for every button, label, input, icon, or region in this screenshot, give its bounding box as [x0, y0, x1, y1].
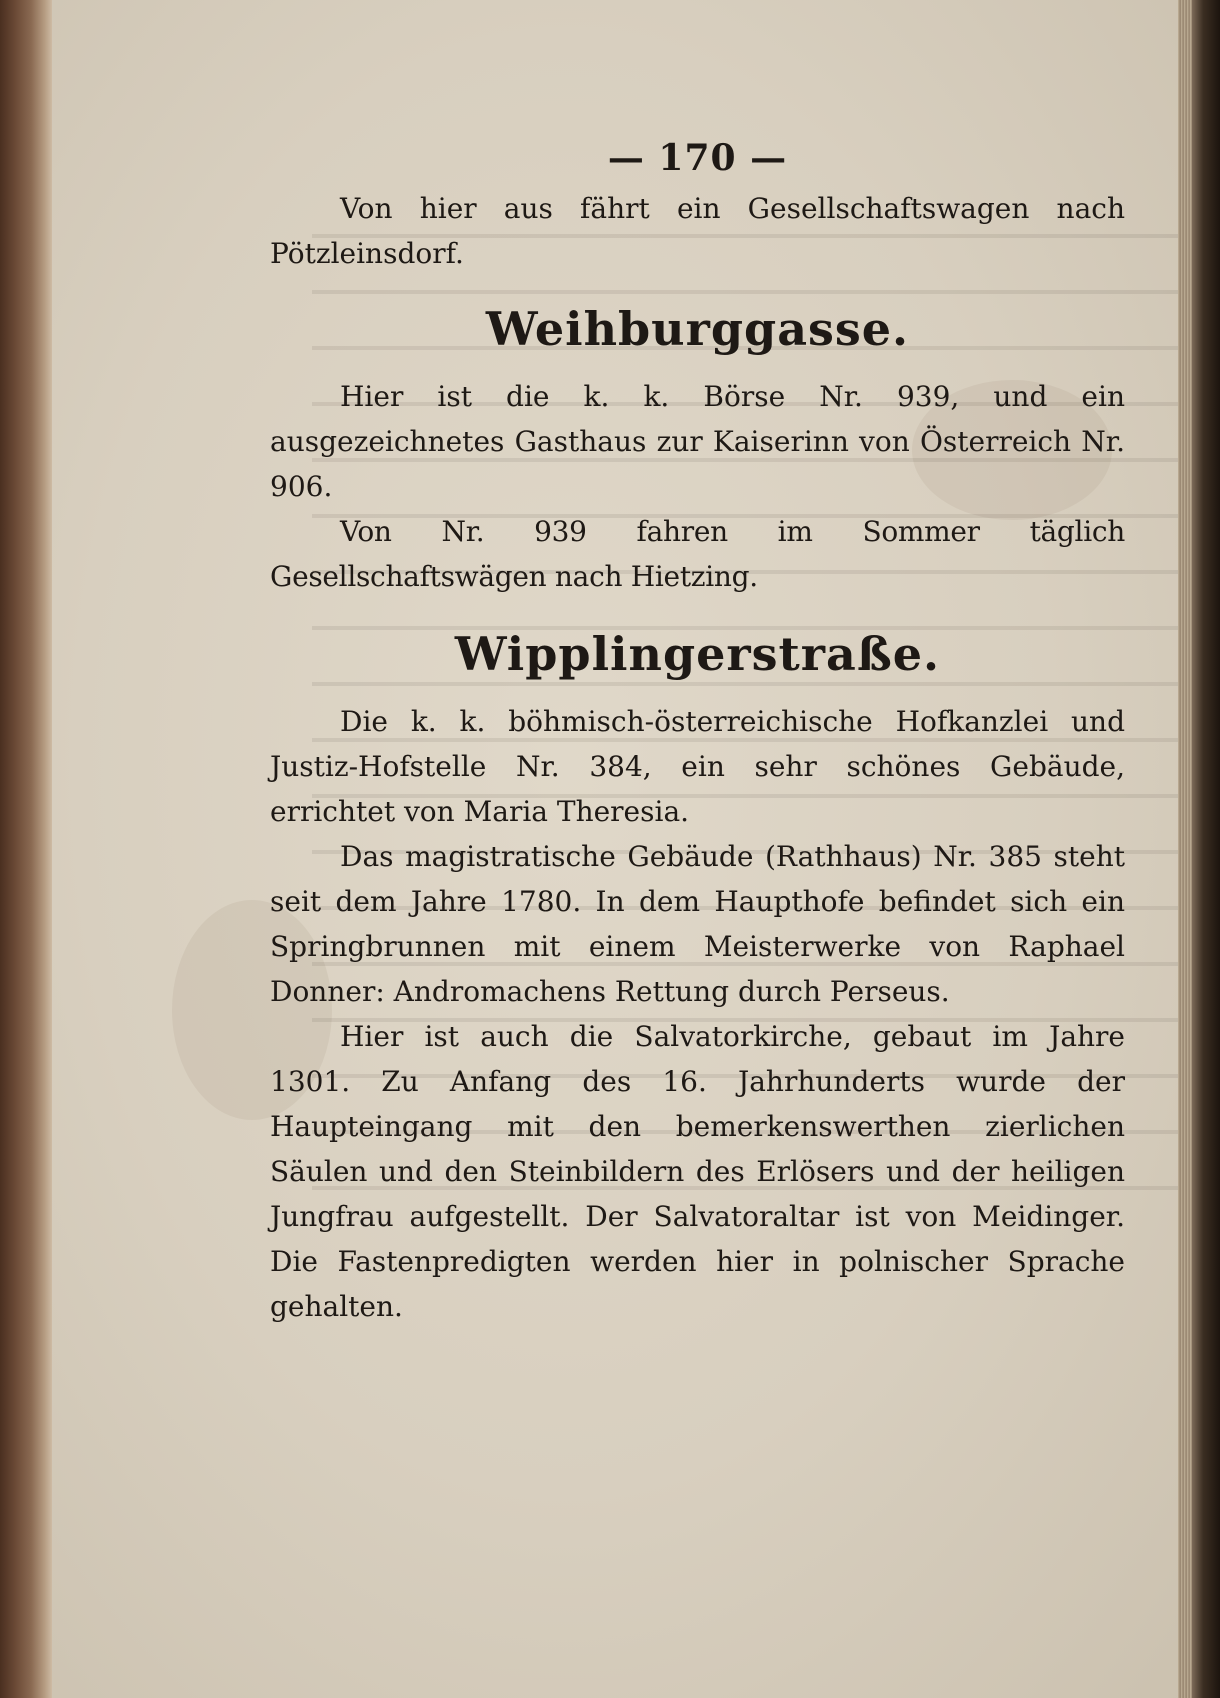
page-number: — 170 —	[607, 137, 788, 179]
book-gutter	[0, 0, 52, 1698]
heading-wipplingerstrasse: Wipplingerstraße.	[454, 627, 941, 681]
heading-weihburggasse: Weihburggasse.	[485, 302, 910, 356]
page-text	[270, 130, 1125, 1329]
paragraph-hietzing: Von Nr. 939 fahren im Sommer täglich Gesellschaftswägen nach Hietzing.	[270, 515, 1125, 593]
book-edge-shadow	[1192, 0, 1220, 1698]
paragraph-salvatorkirche: Hier ist auch die Salvatorkirche, gebaut im Jahre 1301. Zu Anfang des 16. Jahrhunderts wurde der Haupteingang mit den bemerkenswerthen zierlichen Säulen und den Steinbildern des Erlösers und der heiligen Jungfrau aufgestellt. Der Salvatoraltar ist von Meidinger. Die Fastenpredigten werden hier in polnischer Sprache gehalten.	[270, 1020, 1125, 1323]
paragraph-boerse: Hier ist die k. k. Börse Nr. 939, und ein ausgezeichnetes Gasthaus zur Kaiserinn von Österreich Nr. 906.	[270, 380, 1125, 503]
paragraph-poetzleinsdorf: Von hier aus fährt ein Gesellschaftswagen nach Pötzleinsdorf.	[270, 192, 1125, 270]
paragraph-hofkanzlei: Die k. k. böhmisch-österreichische Hofkanzlei und Justiz-Hofstelle Nr. 384, ein sehr schönes Gebäude, errichtet von Maria Theresia.	[270, 705, 1125, 828]
paragraph-rathhaus: Das magistratische Gebäude (Rathhaus) Nr. 385 steht seit dem Jahre 1780. In dem Haupthofe befindet sich ein Springbrunnen mit einem Meisterwerke von Raphael Donner: Andromachens Rettung durch Perseus.	[270, 840, 1125, 1008]
page-block-edge	[1178, 0, 1192, 1698]
